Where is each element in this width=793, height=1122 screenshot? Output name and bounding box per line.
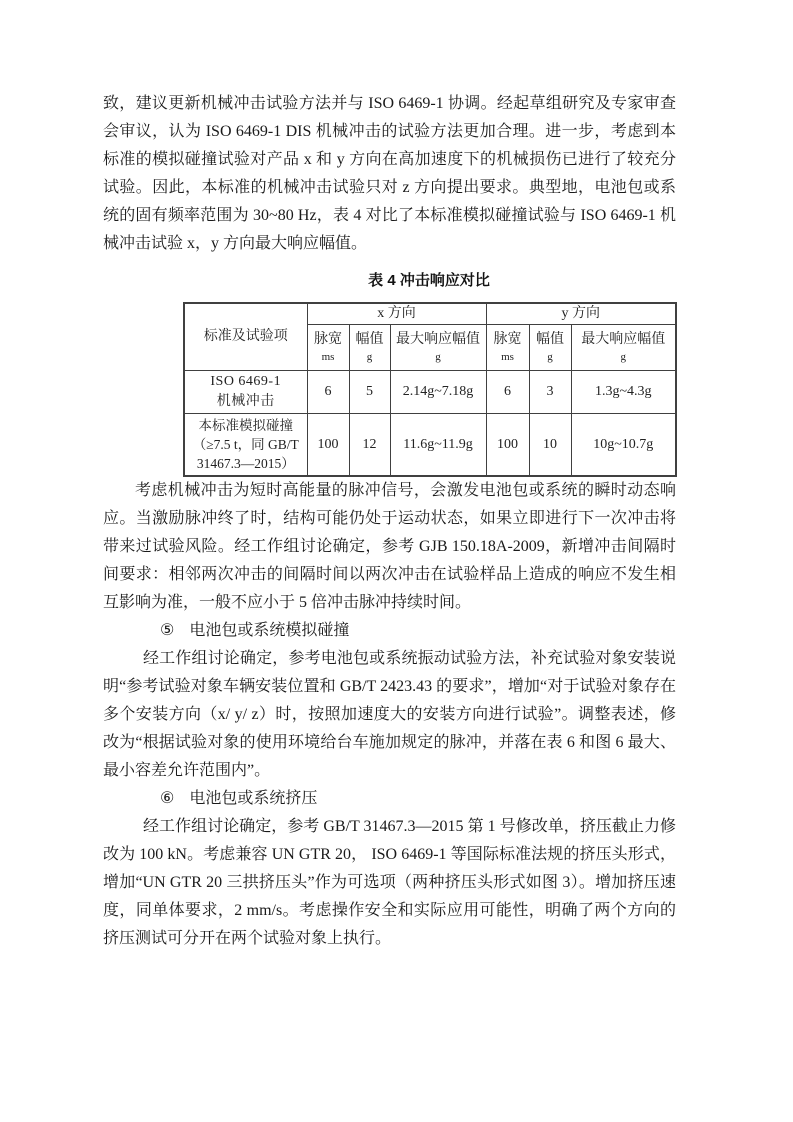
row-name-cell [184, 371, 307, 414]
cell-x-pulse: 100 [307, 414, 349, 477]
table-group-header-y: y 方向 [486, 303, 676, 325]
list-item-6-heading [103, 785, 676, 813]
list-item-5-heading [103, 617, 676, 645]
header-unit: g [435, 351, 441, 363]
header-x-max-response [390, 325, 486, 371]
row-name-line: 31467.3—2015） [196, 456, 295, 471]
cell-x-max-response: 11.6g~11.9g [390, 414, 486, 477]
item-title-5: 电池包或系统模拟碰撞 [189, 622, 350, 639]
table-header-row-groups [184, 303, 676, 325]
row-name-line: 机械冲击 [216, 394, 275, 409]
impact-response-comparison-table [183, 302, 677, 477]
row-name-cell [184, 414, 307, 477]
header-x-amplitude [349, 325, 390, 371]
header-label: 脉宽 [314, 332, 342, 347]
paragraph-item-6-body: 经工作组讨论确定，参考 GB/T 31467.3—2015 第 1 号修改单，挤压截止力修改为 100 kN。考虑兼容 UN GTR 20， ISO 6469-1 等国际标准法规的挤压头形式，增加“UN GTR 20 三拱挤压头”作为可选项（两种挤压头形式如图 3）。增加挤压速度，同单体要求，2 mm/s。考虑操作安全和实际应用可能性，明确了两个方向的挤压测试可分开在两个试验对象上执行。 [103, 818, 676, 947]
cell-y-max-response: 10g~10.7g [571, 414, 676, 477]
cell-y-pulse: 100 [486, 414, 529, 477]
cell-x-amplitude: 12 [349, 414, 390, 477]
header-unit: g [547, 351, 553, 363]
paragraph-item-5-body: 经工作组讨论确定，参考电池包或系统振动试验方法，补充试验对象安装说明“参考试验对象车辆安装位置和 GB/T 2423.43 的要求”，增加“对于试验对象存在多个安装方向（x/ y/ z）时，按照加速度大的安装方向进行试验”。调整表述，修改为“根据试验对象的使用环境给台车施加规定的脉冲，并落在表 6 和图 6 最大、最小容差允许范围内”。 [103, 650, 676, 779]
table-caption: 表 4 冲击响应对比 [368, 272, 490, 289]
table-block [183, 268, 675, 477]
header-label: 幅值 [355, 332, 384, 347]
header-y-amplitude [529, 325, 571, 371]
header-unit: ms [321, 351, 335, 363]
cell-y-amplitude: 10 [529, 414, 571, 477]
cell-y-amplitude: 3 [529, 371, 571, 414]
header-unit: g [620, 351, 627, 363]
table-corner-header: 标准及试验项 [184, 303, 307, 371]
row-name-line: （≥7.5 t，同 GB/T [192, 437, 299, 452]
header-label: 幅值 [536, 332, 564, 347]
cell-x-max-response: 2.14g~7.18g [390, 371, 486, 414]
paragraph-shock-interval: 考虑机械冲击为短时高能量的脉冲信号，会激发电池包或系统的瞬时动态响应。当激励脉冲终了时，结构可能仍处于运动状态，如果立即进行下一次冲击将带来过试验风险。经工作组讨论确定，参考 GJB 150.18A-2009，新增冲击间隔时间要求：相邻两次冲击的间隔时间以两次冲击在试验样品上造成的响应不发生相互影响为准，一般不应小于 5 倍冲击脉冲持续时间。 [103, 482, 676, 611]
cell-x-pulse: 6 [307, 371, 349, 414]
header-label: 最大响应幅值 [396, 332, 480, 347]
item-marker-5: ⑤ [160, 622, 175, 639]
cell-y-max-response: 1.3g~4.3g [571, 371, 676, 414]
row-name-line: ISO 6469-1 [210, 374, 282, 389]
item-marker-6: ⑥ [160, 790, 175, 807]
header-y-max-response [571, 325, 676, 371]
row-name-line: 本标准模拟碰撞 [198, 418, 293, 433]
page-content [103, 90, 676, 953]
header-label: 脉宽 [493, 332, 522, 347]
header-y-pulse-width [486, 325, 529, 371]
header-x-pulse-width [307, 325, 349, 371]
item-title-6: 电池包或系统挤压 [189, 790, 318, 807]
cell-y-pulse: 6 [486, 371, 529, 414]
table-row-iso [184, 371, 676, 414]
table-group-header-x: x 方向 [307, 303, 486, 325]
header-label: 最大响应幅值 [581, 332, 666, 347]
table-row-this-standard [184, 414, 676, 477]
header-unit: ms [501, 351, 514, 363]
cell-x-amplitude: 5 [349, 371, 390, 414]
paragraph-intro: 致，建议更新机械冲击试验方法并与 ISO 6469-1 协调。经起草组研究及专家审查会审议，认为 ISO 6469-1 DIS 机械冲击的试验方法更加合理。进一步，考虑到本标准的模拟碰撞试验对产品 x 和 y 方向在高加速度下的机械损伤已进行了较充分试验。因此，本标准的机械冲击试验只对 z 方向提出要求。典型地，电池包或系统的固有频率范围为 30~80 Hz，表 4 对比了本标准模拟碰撞试验与 ISO 6469-1 机械冲击试验 x，y 方向最大响应幅值。 [103, 95, 676, 252]
header-unit: g [366, 351, 373, 363]
